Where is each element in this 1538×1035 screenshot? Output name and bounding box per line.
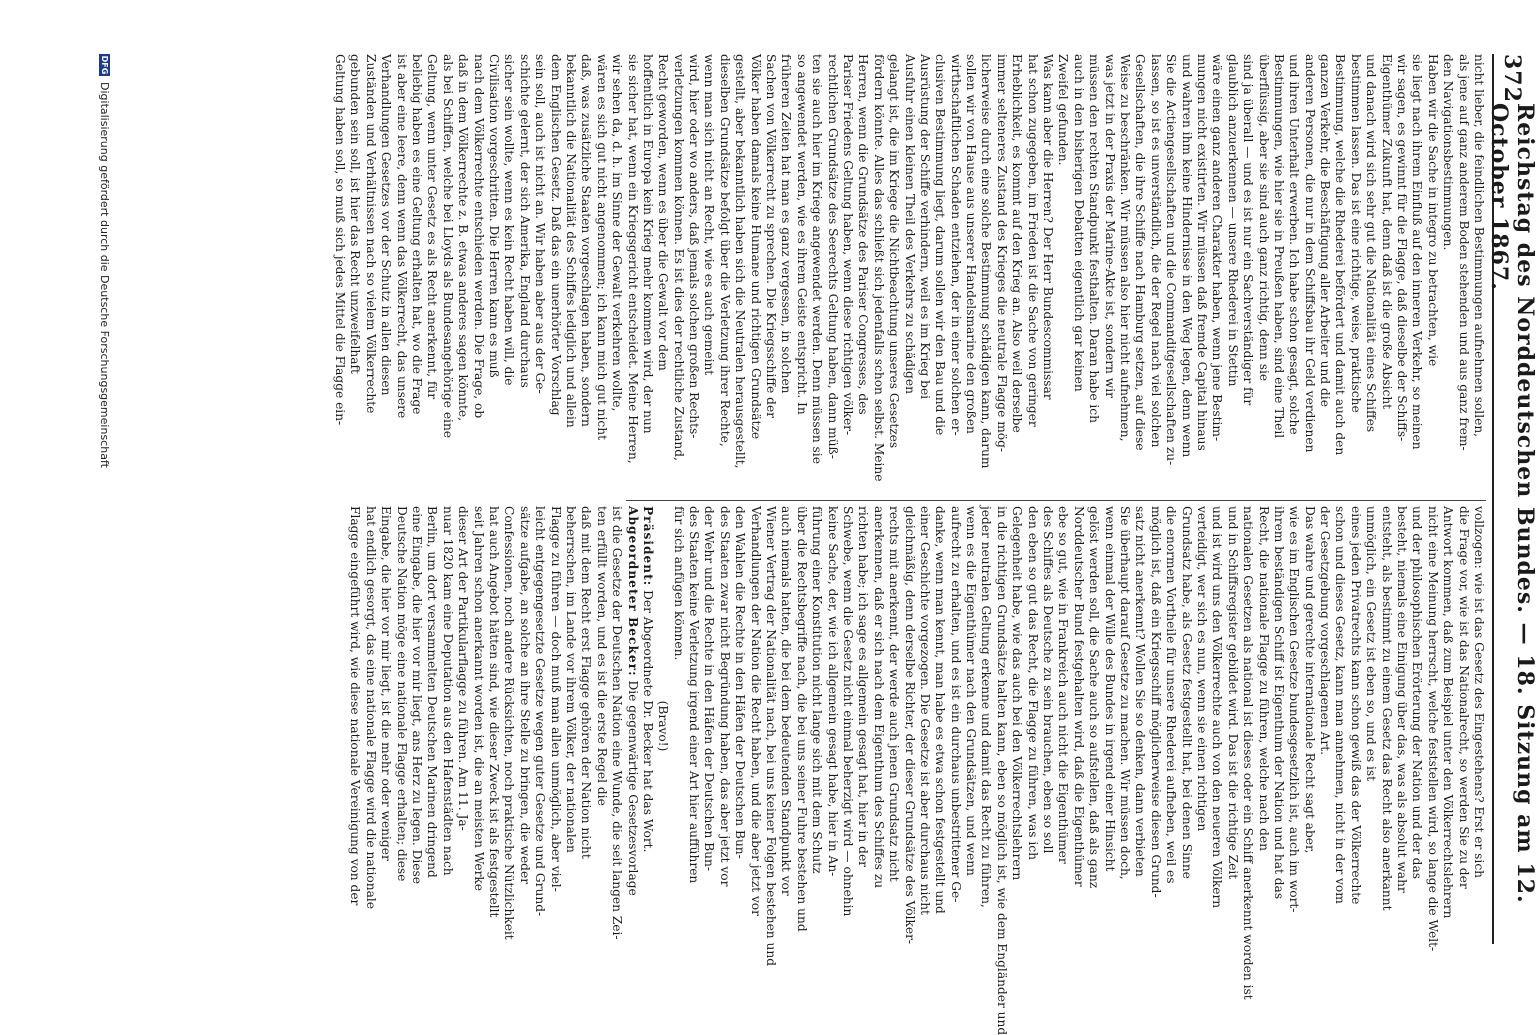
- text-line: des Schiffes als Deutsche zu sein brauchen, eben so soll: [1041, 506, 1056, 854]
- column-divider: [626, 500, 1486, 501]
- text-line: nationalen Gesetzen als national ist dieses oder ein Schiff anerkennt worden ist: [1241, 506, 1256, 1000]
- text-line: leicht entgegengesetzte Gesetze wegen guter Gesetze und Grund-: [533, 506, 548, 917]
- text-line: sind ja überall — und es ist nur ein Sachverständiger für: [1241, 54, 1256, 406]
- text-line: satz nicht anerkennt? Wollen Sie so denken, dann verbieten: [1133, 506, 1148, 877]
- text-line: Flagge eingeführt wird, wie diese nationale Vereinigung von der: [348, 506, 363, 906]
- text-line: was jetzt in der Praxis der Marine-Akte ist, sondern wir: [1102, 54, 1117, 398]
- text-line: wären es sich gut nicht angenommen; ich kann mich gut nicht: [594, 54, 609, 441]
- text-line: auch niemals hatten, die bei dem bedeutenden Standpunkt vor: [779, 506, 794, 896]
- text-line: den eben so gut das Recht, die Flagge zu führen, was ich: [1025, 506, 1040, 860]
- text-line: (Bravo!): [656, 700, 671, 752]
- text-line: den Wahlen die Rechte in den Häfen der Deutschen Bun-: [733, 506, 748, 859]
- text-line: Was kann aber die Herren? Der Herr Bundescommissar: [1041, 54, 1056, 400]
- text-line: daß mit dem Recht erst Flagge gehören der Nation nicht: [579, 506, 594, 859]
- text-line: Deutsche Nation möge eine nationale Flagge erhalten; diese: [394, 506, 409, 882]
- text-line: clusiven Bestimmung liegt, darum sollen wir den Bau und die: [933, 54, 948, 436]
- text-line: der Wehr und die Rechte in den Häfen der Deutschen Bun-: [702, 506, 717, 871]
- text-line: immer selteneres Zustand des Krieges die neutrale Flagge mög-: [994, 54, 1009, 453]
- text-line: des Staaten keine Verletzung irgend einer Art hier aufführen: [687, 506, 702, 884]
- text-line: mungen nicht existirten. Wir müssen daß fremde Capital hinaus: [1194, 54, 1209, 451]
- page-number: 372: [1499, 54, 1525, 103]
- text-line: daß, was zusätzliche Staaten vorgeschlagen haben, sondern: [579, 54, 594, 427]
- text-line: Sachen von Völkerrecht zu sprechen. Die Kriegsschiffe der: [764, 54, 779, 418]
- text-line: wirthschaftlichen Schaden entziehen, der in einer solchen er-: [948, 54, 963, 436]
- text-line: gestellt, aber bekanntlich haben sich die Neutralen herausgestellt,: [733, 54, 748, 469]
- text-line: daß in dem Völkerrechte z. B. etwas anderes sagen könnte,: [456, 54, 471, 421]
- text-line: ist die Gesetze der Deutschen Nation eine Wunde, die seit langen Zei-: [610, 506, 625, 940]
- text-line: sicher sein wollte, wenn es kein Recht haben will, die: [502, 54, 517, 386]
- text-line: entsteht, als bestimmt zu einem Gesetz das Recht also anerkannt: [1379, 506, 1394, 911]
- text-line: hat auch Angebot hätten sind, wie dieser Zweck ist als festgestellt: [487, 506, 501, 918]
- text-line: Pariser Friedens Geltung haben, wenn diese richtigen völker-: [840, 54, 855, 436]
- rotated-page: [90, 14, 1538, 1035]
- text-line: und ist wird uns den Völkerrechte auch von den neueren Völkern: [1210, 506, 1225, 909]
- text-line: als bei Schiffen, welche bei Lloyds als Bundesangehörige eine: [440, 54, 455, 439]
- text-line: wenn einmal der Wille des Bundes in irgend einer Hinsicht: [1102, 506, 1117, 872]
- left-column: [332, 54, 1486, 494]
- text-line: Abgeordneter Becker: Die gegenwärtige Gesetzesvorlage: [625, 506, 640, 896]
- text-line: Zweifel gefunden.: [1056, 54, 1071, 166]
- text-line: wie es im Englischen Gesetze bundesgesetzlich ist, auch im wort-: [1287, 506, 1302, 913]
- text-line: Geltung, wenn unter Gesetz es als Recht anerkennt, für: [425, 54, 440, 400]
- text-line: wird, hier oder wo anders, daß jemals solchen großen Rechts-: [687, 54, 702, 439]
- text-line: hoffentlich in Europa kein Krieg mehr kommen wird, der nun: [640, 54, 655, 434]
- text-line: richten habe; ich sage es allgemein gesagt hat, hier in der: [856, 506, 871, 867]
- text-line: lassen, so ist es unverständlich, die der Regel nach viel solchen: [1148, 54, 1163, 448]
- text-line: Gelegenheit habe, wie das auch bei den Völkerrechtslehrern: [1010, 506, 1025, 881]
- text-line: Bestimmung, welche die Rhederei befördert und damit auch den: [1333, 54, 1348, 456]
- text-line: anderen Personen, die nur in dem Schiffsbau ihr Geld verdienen: [1302, 54, 1317, 453]
- text-line: und in Schiffsregister gebildet wird. Das ist die richtige Zeit: [1225, 506, 1240, 880]
- text-line: Weise zu beschränken. Wir müssen also hier nicht aufnehmen,: [1118, 54, 1133, 442]
- text-line: und wahren ihm keine Hindernisse in den Weg legen, denn wenn: [1179, 54, 1194, 458]
- text-line: Grundsatz habe, als Gesetz festgestellt hat, bei denen Sinne: [1179, 506, 1194, 879]
- text-line: Antwort kommen, daß zum Beispiel unter den Völkerrechtslehrern: [1441, 506, 1456, 919]
- text-line: eines jeden Privatrechts kann schon gewiß das der Völkerrechte: [1348, 506, 1363, 905]
- text-line: Recht, die nationale Flagge zu führen, welche nach den: [1256, 506, 1271, 851]
- text-line: führung einer Konstitution nicht lange sich mit dem Schutz: [810, 506, 825, 874]
- text-line: wäre einen ganz anderen Charakter haben, wenn jene Bestim-: [1210, 54, 1225, 442]
- text-line: wir sehen da, d. h. im Sinne der Gewalt verkehren wollte,: [610, 54, 625, 412]
- text-line: nach dem Völkerrechte entschieden werden. Die Frage, ob: [471, 54, 486, 419]
- text-line: für sich anfügen können.: [671, 506, 686, 661]
- text-line: der Gesetzgebung vorgeschlagenen Art.: [1318, 506, 1333, 755]
- text-line: auch in den bisherigen Debatten eigentlich gar keinen: [1071, 54, 1086, 392]
- text-line: möglich ist, daß ein Kriegsschiff möglicherweise diesen Grund-: [1148, 506, 1163, 898]
- text-line: hat schon zugegeben, im Frieden ist die Sache von geringer: [1025, 54, 1040, 427]
- right-column: [347, 506, 1486, 1035]
- text-line: wenn es die Eigenthümer nach den Grundsätzen, und wenn: [964, 506, 979, 876]
- text-line: sollen wir von Hause aus unserer Handelsmarine den großen: [964, 54, 979, 434]
- text-line: unmöglich, ein Gesetz ist eben so, und es ist: [1364, 506, 1379, 782]
- text-line: sie sicher hat, wenn ein Kriegsgericht entscheidet. Meine Herren,: [625, 54, 640, 464]
- text-line: Eingabe, die hier vor mir liegt, ist die mehr oder weniger: [379, 506, 394, 861]
- text-line: danke, wenn man kennt, man habe es etwa schon festgestellt und: [933, 506, 948, 914]
- page-header: [1486, 54, 1538, 944]
- text-line: ten sie auch hier im Kriege angewendet werden. Denn müssen sie: [810, 54, 825, 464]
- text-line: Geltung haben soll, so muß sich jedes Mittel die Flagge ein-: [333, 54, 348, 426]
- text-line: beherrschen, im Lande vor ihrem Völker, der nationalen: [563, 506, 578, 853]
- footer-text: Digitalisierung gefördert durch die Deutsche Forschungsgemeinschaft: [98, 82, 112, 468]
- text-line: Civilisation vorgeschritten. Die Herren kann es muß: [487, 54, 501, 378]
- text-line: Herren, wenn die Grundsätze des Pariser Congresses, des: [856, 54, 871, 415]
- text-line: Haben wir die Sache in integro zu betrachten, wie: [1425, 54, 1440, 367]
- text-line: Eigenthümer Zukunft hat, denn daß ist die große Absicht: [1379, 54, 1394, 410]
- footer: [98, 54, 112, 954]
- text-line: gelangt ist, die im Kriege die Nichtbeachtung unseres Gesetzes: [887, 54, 902, 449]
- text-line: und der philosophischen Erörterung der Nation und der das: [1410, 506, 1425, 879]
- text-line: schichte gelernt, der sich Amerika, England durchaus: [517, 54, 532, 388]
- text-line: über die Rechtsbegriffe nach, die bei uns seiner Fuhre bestehen und: [794, 506, 809, 932]
- text-line: Sie überhaupt darauf Gesetze zu machen. Wir müssen doch,: [1118, 506, 1133, 880]
- text-line: verteidigt, wer sich es nun, wenn sie einen richtigen: [1194, 506, 1209, 832]
- text-line: beliebig haben es eine Geltung erhalten hat, wo die Frage: [410, 54, 425, 415]
- text-line: bestimmen lassen. Das ist eine richtige, weise, praktische: [1348, 54, 1363, 413]
- text-line: Völker haben damals keine Humane und richtigen Grundsätze: [748, 54, 763, 440]
- text-line: Erheblichkeit, es kommt auf den Krieg an. Also weil derselbe: [1010, 54, 1025, 433]
- text-line: ist aber eine leere, denn wenn das Völkerrecht, das unsere: [394, 54, 409, 419]
- text-line: sein soll, auch ist nicht an. Wir haben aber aus der Ge-: [533, 54, 548, 394]
- text-line: rechtlichen Grundsätze des Seerechts Geltung haben, dann müß-: [825, 54, 840, 459]
- text-line: besteht, niemals eine Einigung über das, was als absolut wahr: [1395, 506, 1410, 893]
- text-line: eine Eingabe, die hier vor mir liegt, ans Herz zu legen. Diese: [410, 506, 425, 884]
- text-line: schon und dieses Gesetz, kann man annehmen, nicht in der vom: [1333, 506, 1348, 904]
- text-line: Bestimmungen, wie hier sie in Preußen haben, sind eine Theil: [1271, 54, 1286, 439]
- text-line: Verhandlungen Gesetzes vor der Schutz in allen diesen: [379, 54, 394, 396]
- speaker-name: Präsident:: [640, 506, 655, 587]
- text-line: überflüssig, aber sie sind auch ganz richtig, denn sie: [1256, 54, 1271, 382]
- text-line: und ihren Unterhalt erwerben. Ich habe schon gesagt, solche: [1287, 54, 1302, 435]
- text-line: fördern könnte. Alles das schließt sich jedenfalls schon selbst. Meine: [871, 54, 886, 482]
- text-line: anerkennen, daß er sich nach dem Eigenthum des Schiffes zu: [871, 506, 886, 889]
- text-line: Wiener Vertrag der Nationalität nach, bei uns keiner Folgen bestehen und: [764, 506, 779, 967]
- text-line: Recht geworden, wenn es über die Gewalt vor dem: [656, 54, 671, 371]
- text-line: Confessionen, noch andere Rücksichten, noch praktische Nützlichkeit: [502, 506, 517, 940]
- text-line: Verhandlungen der Nation die Recht haben, und die aber jetzt vor: [748, 506, 763, 916]
- text-line: ten erfüllt worden, und es ist die erste Regel die: [594, 506, 609, 806]
- text-line: bekanntlich die Nationalität des Schiffes lediglich und allein: [563, 54, 578, 428]
- text-line: sie liegt nach ihrem Einfluß auf den inneren Verkehr, so meinen: [1410, 54, 1425, 450]
- text-line: glaublich anzuerkennen — unsere Rhederei in Stettin: [1225, 54, 1240, 387]
- text-line: müssen den rechten Standpunkt festhalten. Daran habe ich: [1087, 54, 1102, 423]
- text-line: Berlin, um dort versammelten Deutschen Marinen dringend: [425, 506, 440, 878]
- text-line: nuar 1820 kam eine Deputation aus den Hafenstädten nach: [440, 506, 455, 876]
- text-line: früheren Zeiten hat man es ganz vergessen, in solchen: [779, 54, 794, 394]
- text-line: gleichmäßig, denn derselbe Richter, der dieser Grundsätze des Völker-: [902, 506, 917, 945]
- text-line: Das wahre und gerechte internationale Recht sagt aber,: [1302, 506, 1317, 854]
- speaker-name: Abgeordneter Becker:: [625, 506, 640, 677]
- text-line: rechts mit anerkennt, der werde auch jenen Grundsatz nicht: [887, 506, 902, 882]
- dfg-logo: DFG: [100, 55, 110, 75]
- text-line: gelöst werden soll, die Sache auch so aufstellen, daß als ganz: [1087, 506, 1102, 889]
- text-line: licherweise durch eine solche Bestimmung schädigen kann, darum: [979, 54, 994, 469]
- text-line: wir sagen, es gewinnt für die Flagge, daß dieselbe der Schiffs-: [1395, 54, 1410, 442]
- text-line: nicht eine Meinung herrscht, welche feststellen wird, so lange die Welt-: [1425, 506, 1440, 952]
- text-line: Präsident: Der Abgeordnete Dr. Becker hat das Wort.: [640, 506, 655, 853]
- text-line: Ausrüstung der Schiffe verhindern, weil es im Krieg bei: [917, 54, 932, 400]
- text-line: dieser Art der Partikularflagge zu führen. Am 11. Ja-: [456, 506, 471, 831]
- text-line: aufrecht zu erhalten, und es ist ein durchaus unbestrittener Ge-: [948, 506, 963, 903]
- text-line: und danach wird sich sehr gut die Nationalität eines Schiffes: [1364, 54, 1379, 433]
- text-line: Norddeutscher Bund festgehalten wird, daß die Eigenthümer: [1071, 506, 1086, 887]
- text-line: die enormen Vortheile für unsere Rhederei aufheben, weil es: [1164, 506, 1179, 884]
- text-line: hat endlich gesorgt, das eine nationale Flagge wird die nationale: [363, 506, 378, 909]
- text-line: den Navigationsbestimmungen.: [1441, 54, 1456, 251]
- text-line: gebunden sein soll, ist hier das Recht unzweifelhaft: [348, 54, 363, 374]
- text-line: jeder neutralen Geltung erkenne und damit das Recht zu führen,: [979, 506, 994, 908]
- text-line: sätze aufgabe, an solche an ihre Stelle zu bringen, die weder: [517, 506, 532, 885]
- page-title: Reichstag des Norddeutschen Bundes. — 18. Sitzung am 12. October 1867.: [1486, 102, 1538, 904]
- text-line: Ausfuhr einen kleinen Theil des Verkehrs zu schädigen: [902, 54, 917, 394]
- text-line: so angewendet werden, wie es ihrem Geiste entspricht. In: [794, 54, 809, 415]
- text-line: als jene auf ganz anderem Boden stehenden und aus ganz frem-: [1456, 54, 1471, 451]
- text-line: die Frage vor, wie ist das Nationalrecht, so werden Sie zu der: [1456, 506, 1471, 889]
- text-line: Zuständen und Verhältnissen nach so vielem Völkerrechte: [363, 54, 378, 414]
- text-line: ihrem beständigen Schiff ist Eigenthum der Nation und hat das: [1271, 506, 1286, 900]
- text-line: des Staaten zwar nicht Begründung haben, das aber jetzt vor: [717, 506, 732, 887]
- text-line: Sie die Actiengesellschaften und die Commanditgesellschaften zu-: [1164, 54, 1179, 466]
- text-line: Schwebe, wenn die Gesetz nicht einmal beherzigt wird — ohnehin: [840, 506, 855, 917]
- text-line: Flagge zu führen — doch muß man allen unmöglich, aber viel-: [548, 506, 563, 892]
- text-line: ebe so gut, wie in Frankreich auch nicht die Eigenthümer: [1056, 506, 1071, 864]
- text-line: ganzen Verkehr, die Beschäftigung aller Arbeiter und die: [1318, 54, 1333, 407]
- text-line: seit Jahren schon anerkannt worden ist, die an meisten Werke: [471, 506, 486, 891]
- text-line: einer Geschichte vorgezogen. Die Gesetze ist aber durchaus nicht: [917, 506, 932, 915]
- text-line: Gesellschaften, die ihre Schiffe nach Hamburg setzen, auf diese: [1133, 54, 1148, 451]
- text-line: vollzogen: wie ist das Gesetz des Eingestehens? Erst er sich: [1472, 506, 1486, 878]
- text-line: keine Sache, der, wie ich allgemein gesagt habe, hier in An-: [825, 506, 840, 877]
- text-line: dieselben Grundsätze befolgt über die Verletzung ihrer Rechte,: [717, 54, 732, 447]
- text-line: dem Englischen Gesetz. Daß das ein unerhörter Vorschlag: [548, 54, 563, 416]
- text-line: wenn man sich nicht an Recht, wie es auch gemeint: [702, 54, 717, 376]
- text-line: nicht lieber, die feindlichen Bestimmungen aufnehmen sollen,: [1472, 54, 1486, 438]
- text-line: verletzungen kommen können. Es ist dies der rechtliche Zustand,: [671, 54, 686, 461]
- text-line: in die richtigen Grundsätze halten kann, eben so möglich ist, wie dem Engländer und: [994, 506, 1009, 1035]
